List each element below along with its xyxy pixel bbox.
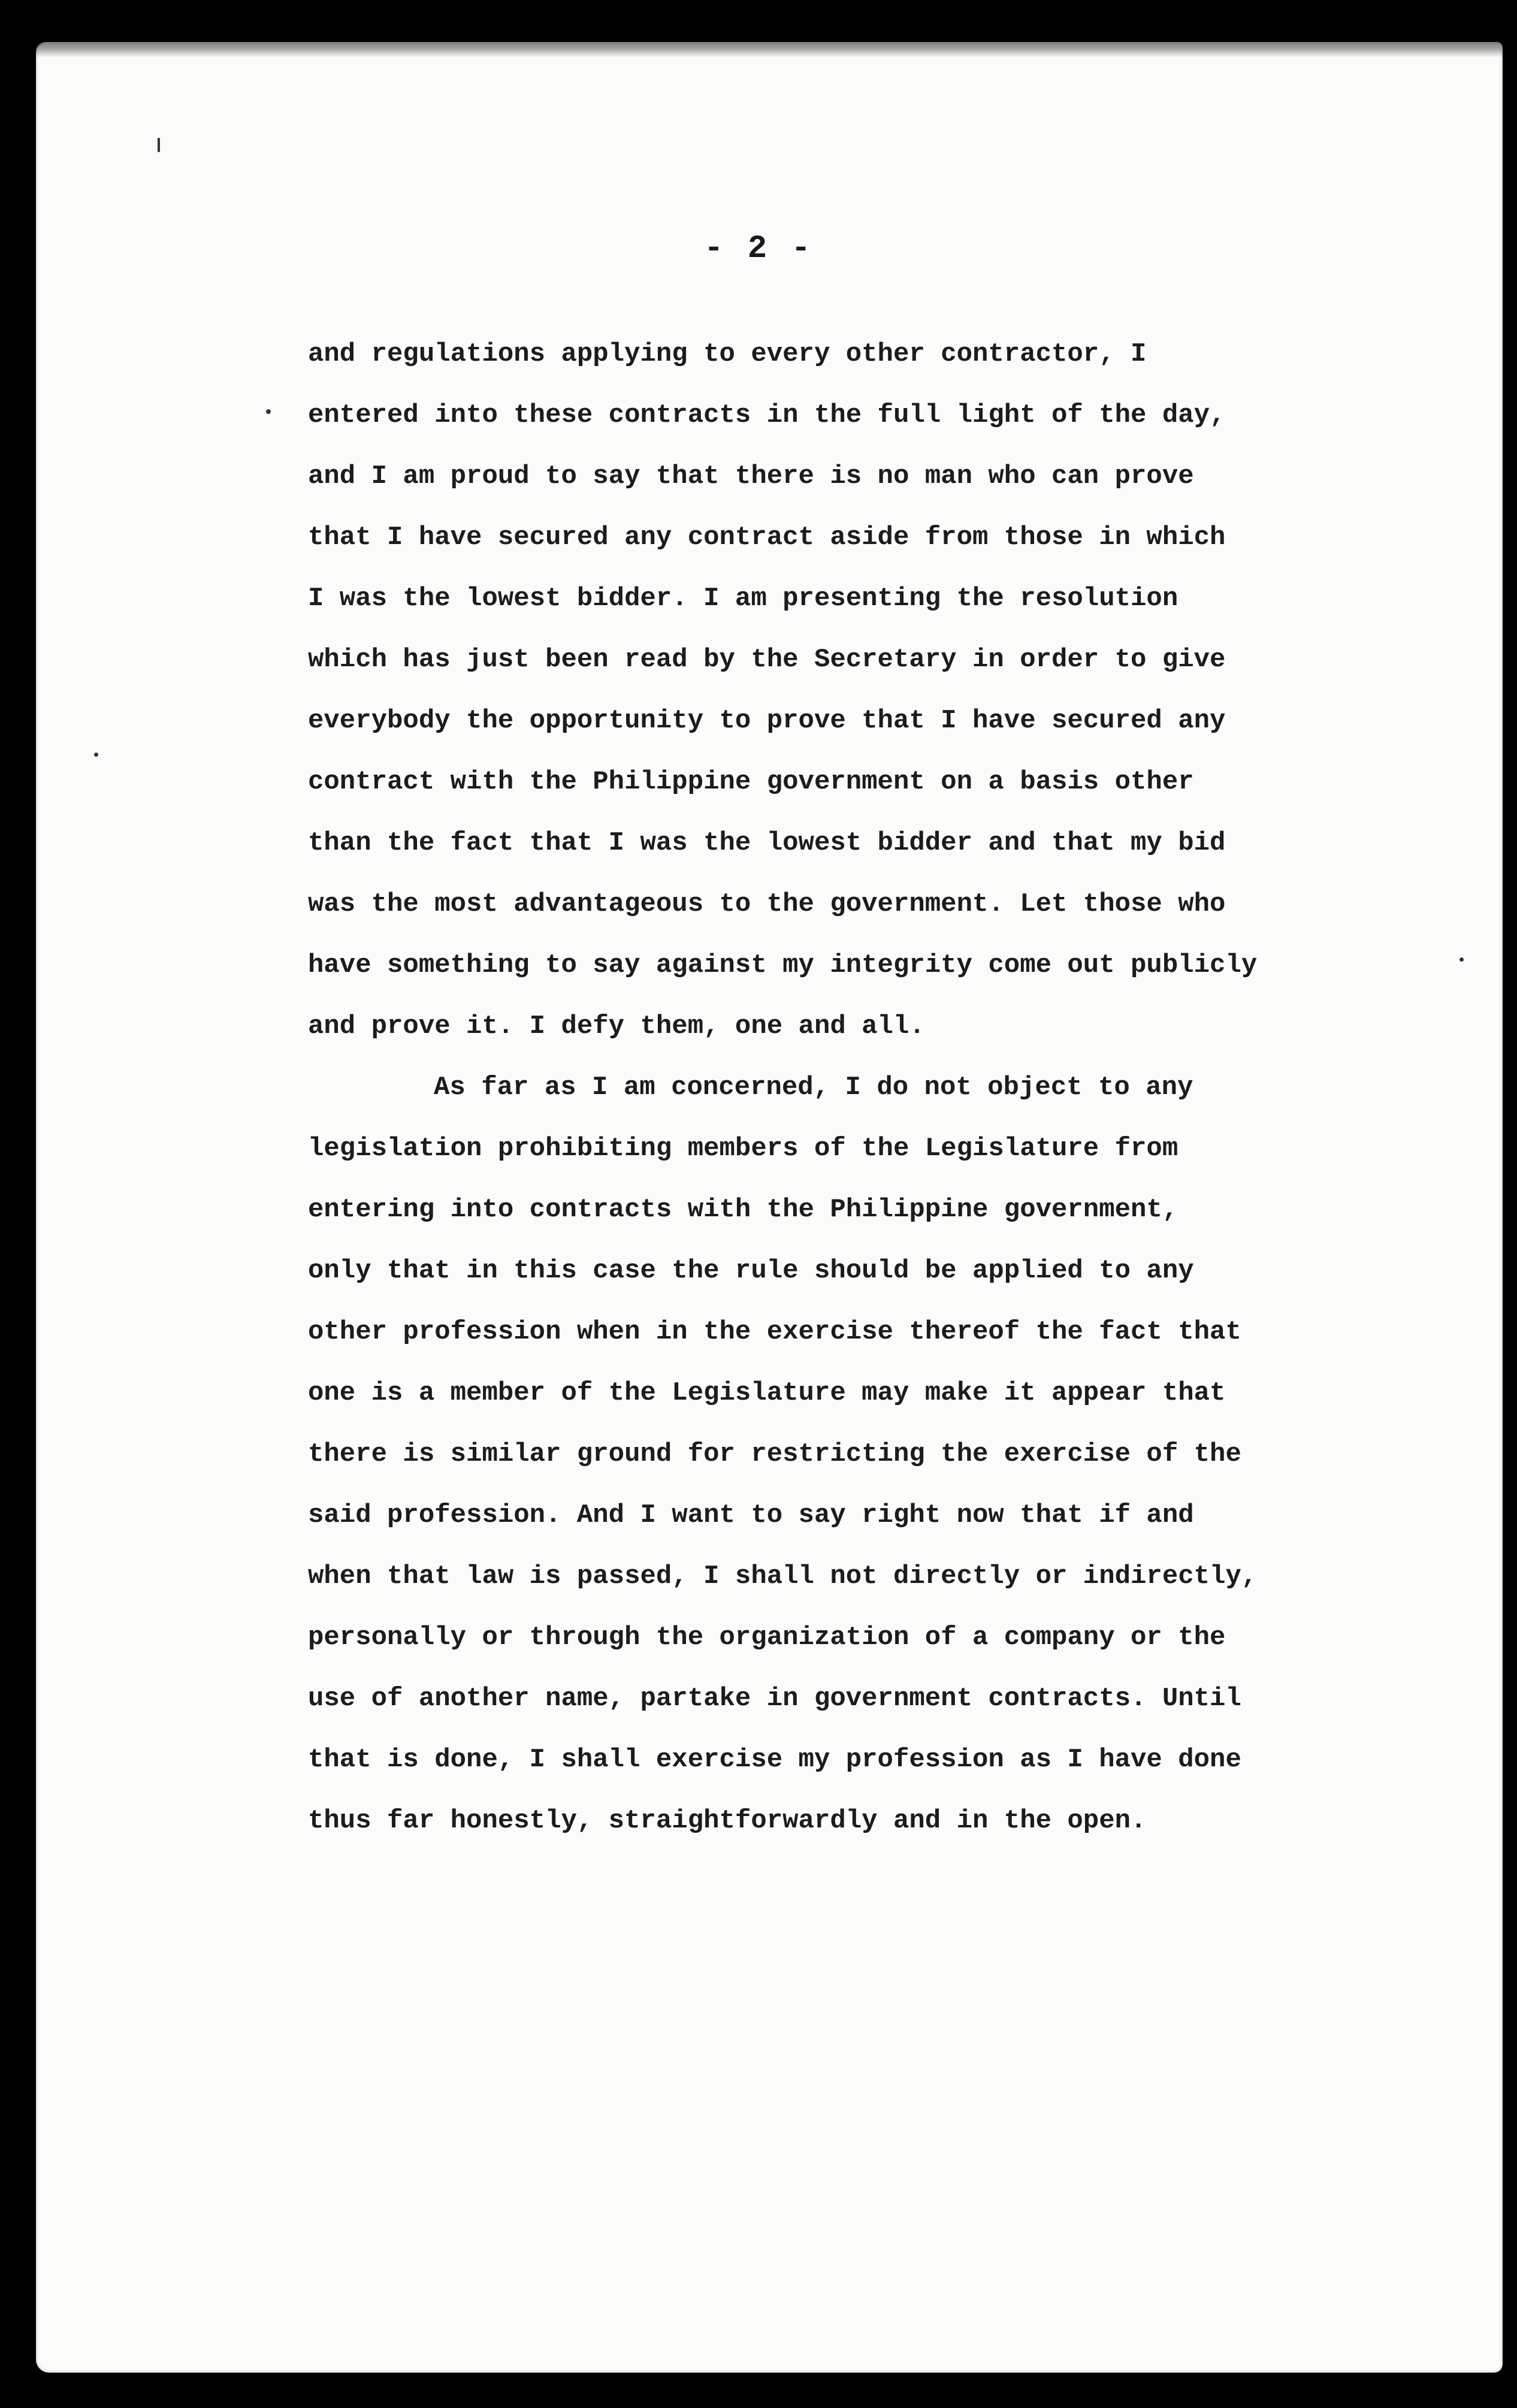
paragraph-2 — [308, 1057, 1434, 1851]
text-line: and I am proud to say that there is no man who can prove — [308, 461, 1194, 491]
text-line: everybody the opportunity to prove that I have secured any — [308, 706, 1226, 736]
text-line: I was the lowest bidder. I am presenting the resolution — [308, 584, 1178, 614]
text-line: one is a member of the Legislature may make it appear that — [308, 1378, 1226, 1408]
page-number: - 2 - — [703, 231, 814, 267]
text-line: and regulations applying to every other contractor, I — [308, 339, 1147, 369]
text-line: personally or through the organization of a company or the — [308, 1623, 1226, 1652]
text-line: that I have secured any contract aside from those in which — [308, 522, 1226, 552]
text-line: legislation prohibiting members of the Legislature from — [308, 1134, 1178, 1164]
text-line: said profession. And I want to say right now that if and — [308, 1500, 1194, 1530]
scan-speck — [1459, 957, 1464, 962]
scan-speck — [94, 753, 98, 757]
text-line: have something to say against my integrity come out publicly — [308, 950, 1258, 980]
scan-speck — [158, 138, 160, 152]
text-line: entering into contracts with the Philippine government, — [308, 1195, 1178, 1225]
document-body — [308, 324, 1434, 1851]
text-line: only that in this case the rule should be applied to any — [308, 1256, 1194, 1286]
text-line: thus far honestly, straightforwardly and in the open. — [308, 1806, 1147, 1836]
page-top-edge — [36, 42, 1503, 58]
scan-speck — [266, 409, 271, 414]
text-line: when that law is passed, I shall not directly or indirectly, — [308, 1561, 1258, 1591]
paragraph-1 — [308, 324, 1434, 1057]
text-line: than the fact that I was the lowest bidder and that my bid — [308, 828, 1226, 858]
text-line: contract with the Philippine government on a basis other — [308, 767, 1194, 797]
text-line: use of another name, partake in government contracts. Until — [308, 1684, 1241, 1714]
text-line: there is similar ground for restricting the exercise of the — [308, 1439, 1241, 1469]
text-line: which has just been read by the Secretary in order to give — [308, 645, 1226, 675]
text-line: was the most advantageous to the government. Let those who — [308, 889, 1226, 919]
text-line: and prove it. I defy them, one and all. — [308, 1011, 925, 1041]
text-line: entered into these contracts in the full light of the day, — [308, 400, 1226, 430]
text-line: that is done, I shall exercise my profession as I have done — [308, 1745, 1241, 1775]
text-line: As far as I am concerned, I do not object to any — [434, 1072, 1193, 1102]
text-line: other profession when in the exercise thereof the fact that — [308, 1317, 1241, 1347]
